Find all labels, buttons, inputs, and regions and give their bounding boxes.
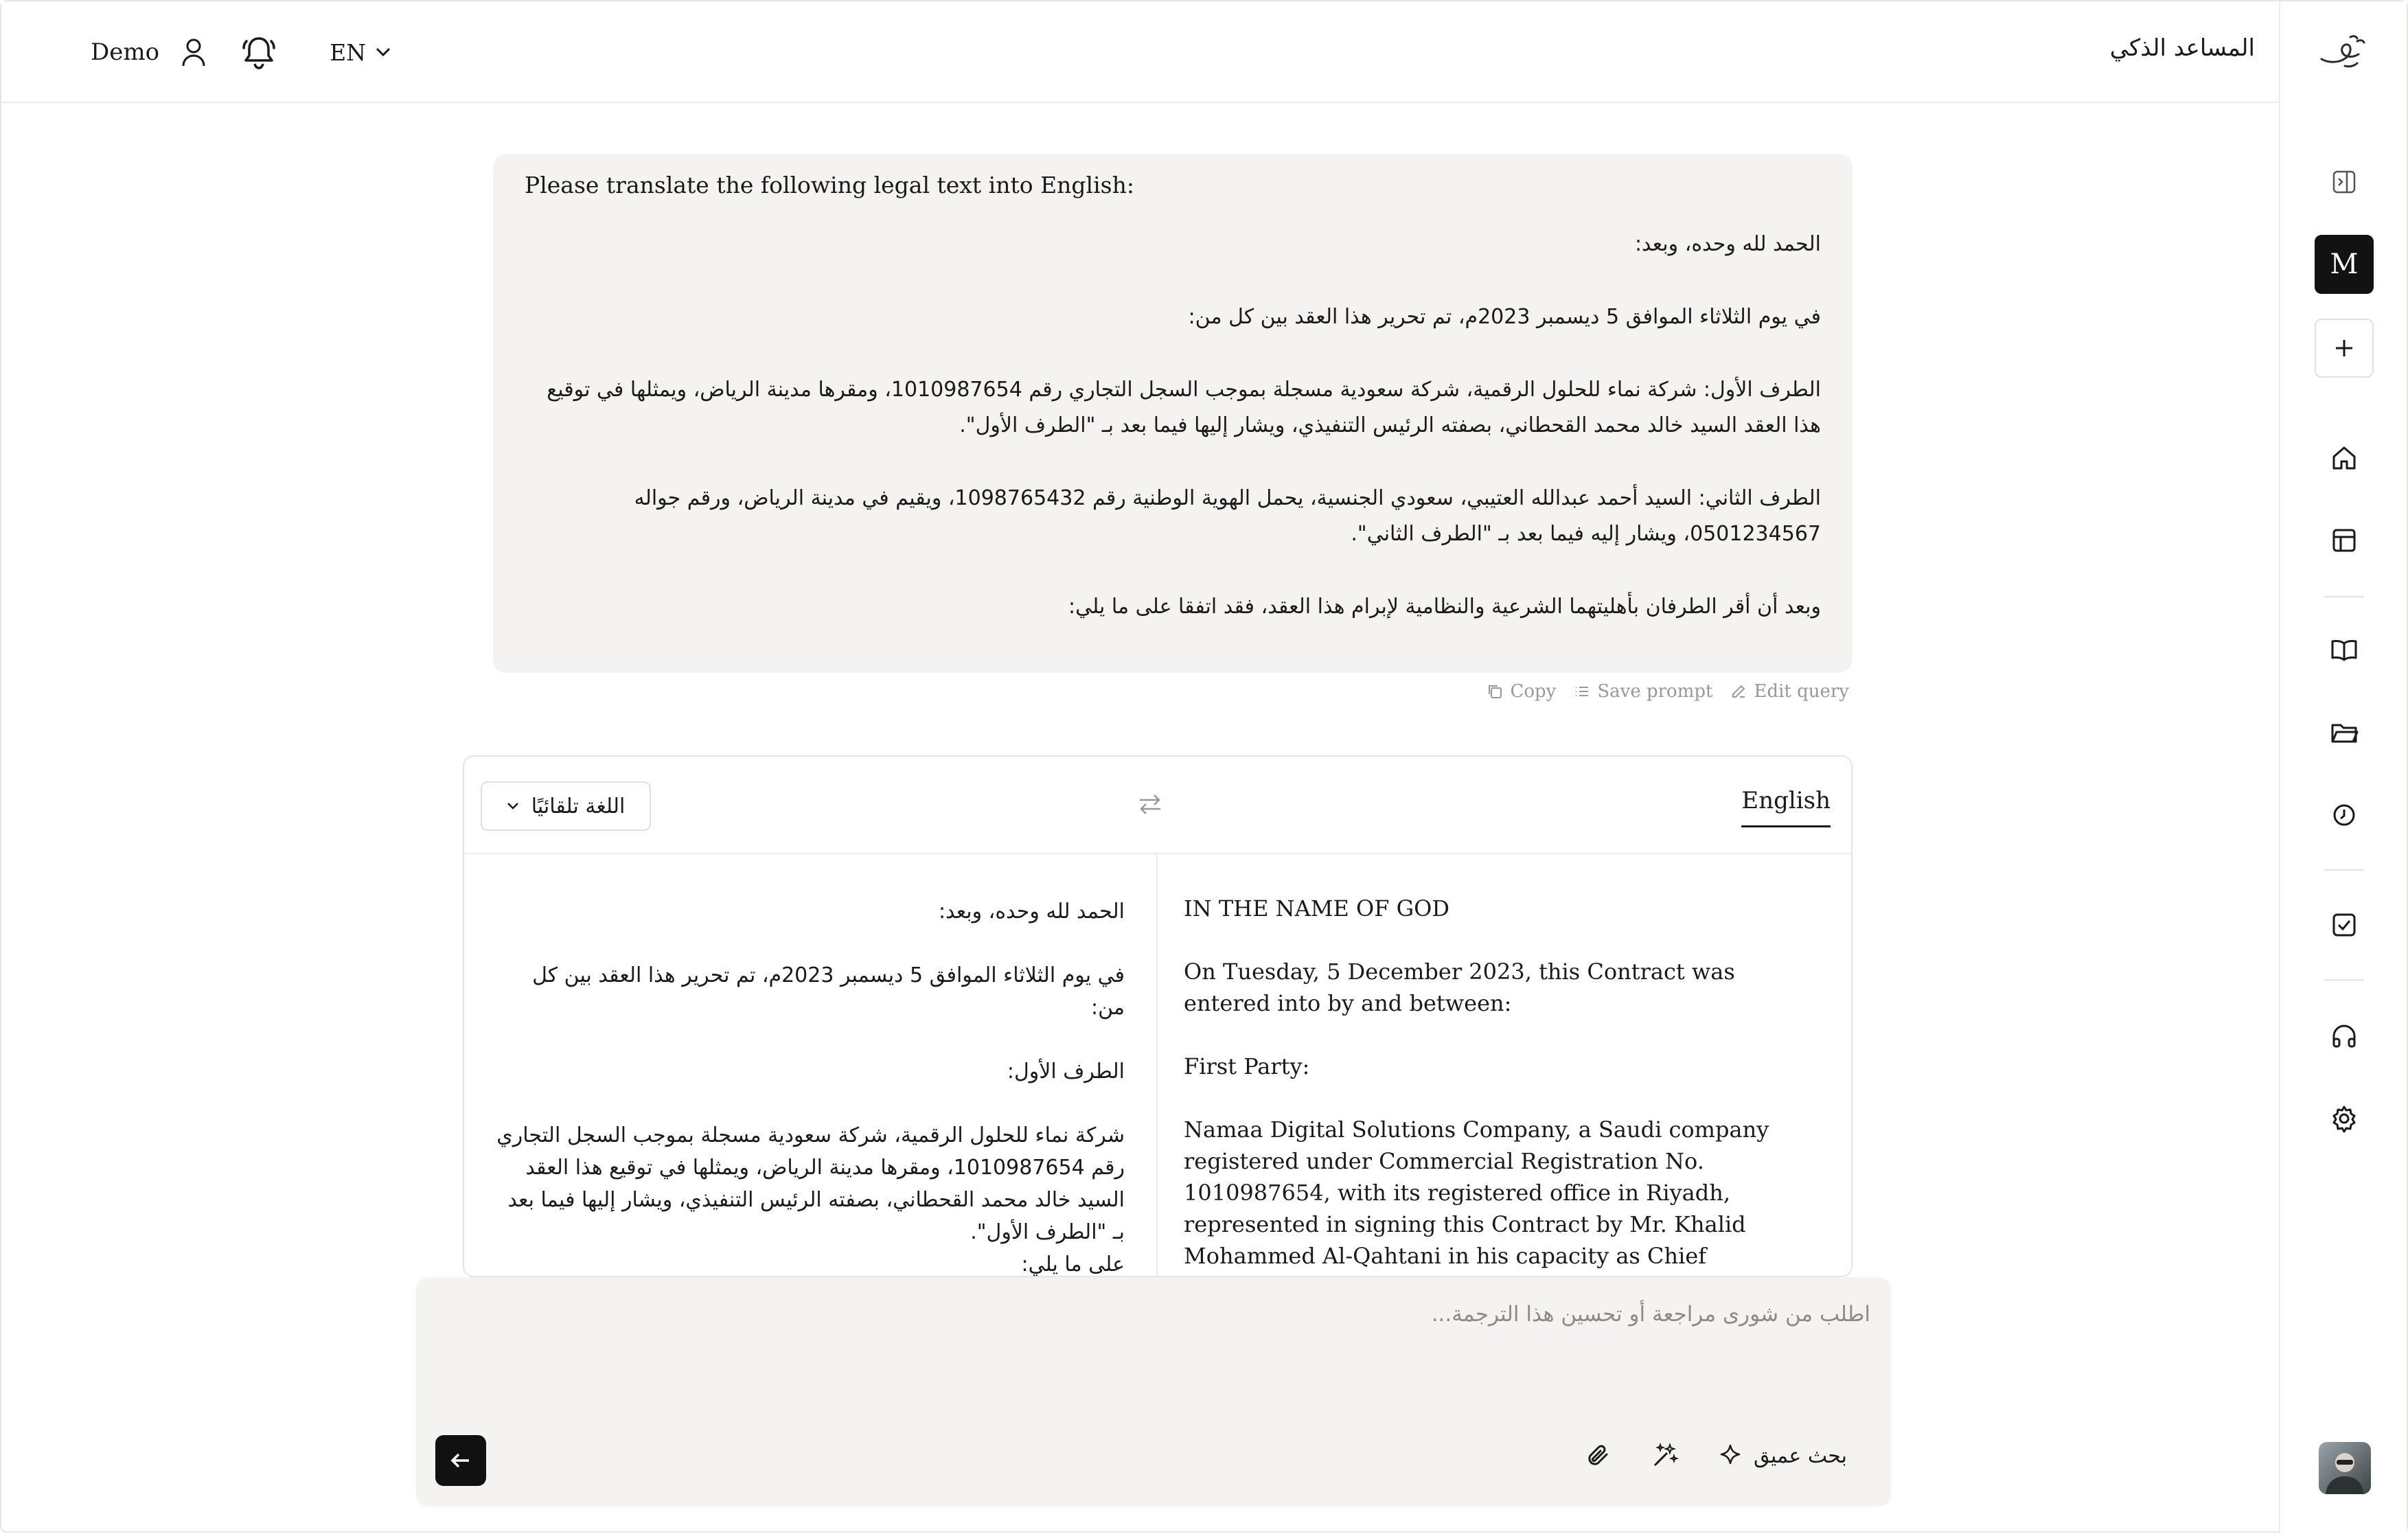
history-icon[interactable] <box>2315 786 2374 845</box>
sparkle-icon <box>1718 1443 1743 1468</box>
workspace-badge[interactable]: M <box>2315 235 2374 294</box>
edit-query-label: Edit query <box>1754 681 1849 702</box>
home-icon[interactable] <box>2315 428 2374 488</box>
rail-divider <box>2324 596 2364 597</box>
chevron-down-icon <box>507 802 519 810</box>
user-icon[interactable] <box>180 37 207 67</box>
user-name: Demo <box>91 38 160 66</box>
swap-languages-icon[interactable] <box>1137 792 1163 818</box>
source-text-column <box>464 854 1158 1280</box>
right-sidebar <box>2279 1 2407 1534</box>
prompt-paragraph: الحمد لله وحده، وبعد: <box>1634 232 1821 256</box>
tasks-icon[interactable] <box>2315 895 2374 954</box>
folder-icon[interactable] <box>2315 703 2374 762</box>
avatar[interactable] <box>2319 1442 2371 1494</box>
edit-query-button[interactable] <box>1730 681 1849 702</box>
prompt-paragraph: الطرف الأول: شركة نماء للحلول الرقمية، شركة سعودية مسجلة بموجب السجل التجاري رقم 1010987654، ومقرها مدينة الرياض، ويمثلها في توقيع هذا العقد السيد خالد محمد القحطاني، بصفته الرئيس التنفيذي، ويشار إليها فيما بعد بـ "الطرف الأول". <box>547 378 1821 437</box>
gear-icon[interactable] <box>2315 1089 2374 1148</box>
top-header <box>1 1 2281 103</box>
composer-input[interactable]: اطلب من شورى مراجعة أو تحسين هذا الترجمة... <box>1431 1302 1870 1327</box>
save-prompt-button[interactable] <box>1574 681 1712 702</box>
chevron-down-icon <box>376 47 391 57</box>
book-icon[interactable] <box>2315 621 2374 680</box>
prompt-instruction: Please translate the following legal text into English: <box>525 172 1134 198</box>
translation-panel <box>463 755 1853 1277</box>
deep-search-button[interactable] <box>1718 1443 1847 1468</box>
arrow-left-icon <box>450 1452 472 1469</box>
prompt-arabic-text <box>525 227 1821 625</box>
source-language-dropdown[interactable] <box>481 781 651 831</box>
tab-target-language[interactable]: English <box>1741 787 1831 827</box>
copy-icon <box>1487 683 1503 700</box>
language-label: EN <box>330 38 367 66</box>
source-paragraph: الحمد لله وحده، وبعد: <box>938 900 1125 924</box>
user-message-bubble <box>493 154 1853 673</box>
prompt-paragraph: وبعد أن أقر الطرفان بأهليتهما الشرعية والنظامية لإبرام هذا العقد، فقد اتفقا على ما يلي: <box>1068 595 1821 619</box>
brand-logo[interactable] <box>2315 27 2374 77</box>
source-paragraph: في يوم الثلاثاء الموافق 5 ديسمبر 2023م، تم تحرير هذا العقد بين كل من: <box>532 963 1125 1020</box>
source-paragraph: على ما يلي: <box>1021 1252 1125 1277</box>
paperclip-icon[interactable] <box>1586 1443 1611 1469</box>
source-paragraph: الطرف الأول: <box>1007 1060 1125 1084</box>
magic-wand-icon[interactable] <box>1651 1442 1678 1469</box>
translation-panel-header <box>464 757 1851 854</box>
source-paragraph: شركة نماء للحلول الرقمية، شركة سعودية مسجلة بموجب السجل التجاري رقم 1010987654، ومقرها مدينة الرياض، ويمثلها في توقيع هذا العقد السيد خالد محمد القحطاني، بصفته الرئيس التنفيذي، ويشار إليها فيما بعد بـ "الطرف الأول". <box>496 1123 1125 1244</box>
plus-icon <box>2333 337 2355 359</box>
rail-divider <box>2324 869 2364 871</box>
copy-button[interactable] <box>1487 681 1556 702</box>
language-selector[interactable] <box>330 39 391 66</box>
edit-icon <box>1730 683 1747 700</box>
translated-paragraph: Namaa Digital Solutions Company, a Saudi company registered under Commercial Registration No. 1010987654, with its registered office in Riyadh, represented in signing this Contract by Mr. Khalid Mohammed Al-Qahtani in his capacity as Chief <box>1184 1117 1769 1269</box>
message-actions <box>1487 681 1849 702</box>
headphones-icon[interactable] <box>2315 1007 2374 1066</box>
list-icon <box>1574 683 1590 700</box>
translated-paragraph: IN THE NAME OF GOD <box>1184 895 1450 921</box>
save-prompt-label: Save prompt <box>1597 681 1713 702</box>
prompt-paragraph: في يوم الثلاثاء الموافق 5 ديسمبر 2023م، تم تحرير هذا العقد بين كل من: <box>1188 305 1821 329</box>
header-user-controls <box>91 29 391 76</box>
copy-label: Copy <box>1510 681 1557 702</box>
send-button[interactable] <box>435 1435 486 1486</box>
prompt-paragraph: الطرف الثاني: السيد أحمد عبدالله العتيبي، سعودي الجنسية، يحمل الهوية الوطنية رقم 1098765432، ويقيم في مدينة الرياض، ورقم جواله 0501234567، ويشار إليه فيما بعد بـ "الطرف الثاني". <box>634 486 1821 546</box>
table-icon[interactable] <box>2315 511 2374 570</box>
source-language-label: اللغة تلقائيًا <box>531 794 626 818</box>
translated-paragraph: First Party: <box>1184 1053 1310 1079</box>
new-chat-button[interactable] <box>2315 319 2374 378</box>
bell-icon[interactable] <box>242 34 276 70</box>
composer-tools <box>1586 1442 1847 1469</box>
translated-text-column <box>1159 854 1853 1280</box>
translated-paragraph: On Tuesday, 5 December 2023, this Contract was entered into by and between: <box>1184 959 1735 1016</box>
collapse-sidebar-icon[interactable] <box>2315 152 2374 211</box>
rail-divider <box>2324 979 2364 981</box>
deep-search-label: بحث عميق <box>1753 1443 1847 1468</box>
message-composer[interactable] <box>416 1277 1891 1507</box>
page-title: المساعد الذكي <box>2109 34 2255 62</box>
